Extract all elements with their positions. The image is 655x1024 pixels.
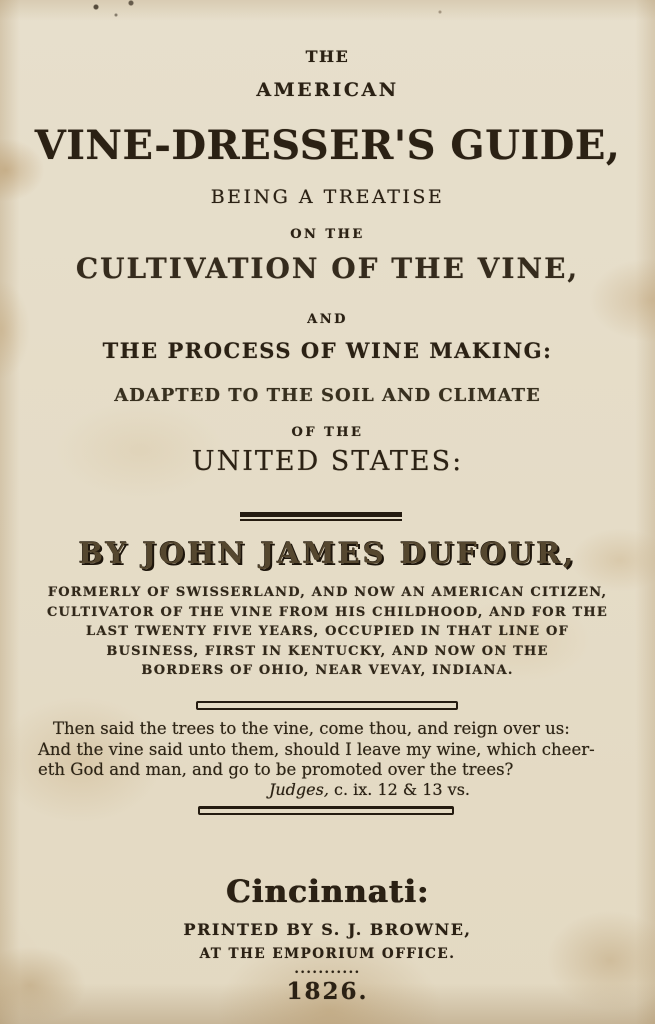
author-bio-line: CULTIVATOR OF THE VINE FROM HIS CHILDHOOD, AND FOR THE xyxy=(46,604,609,620)
epigraph-line: Then said the trees to the vine, come thou, and reign over us: xyxy=(53,719,570,738)
divider-thick-bar xyxy=(240,512,402,517)
author-bio-line: FORMERLY OF SWISSERLAND, AND NOW AN AMERICAN CITIZEN, xyxy=(47,585,608,600)
half-title: THE xyxy=(305,47,350,66)
divider-thin-line xyxy=(240,519,402,521)
author-bio-line: LAST TWENTY FIVE YEARS, OCCUPIED IN THAT LINE OF xyxy=(86,624,569,639)
divider-double-rule-lower xyxy=(198,806,454,815)
citation-reference: c. ix. 12 & 13 vs. xyxy=(334,780,470,799)
subtitle-of-the: OF THE xyxy=(291,425,364,440)
epigraph-line: And the vine said unto them, should I leave my wine, which cheer- xyxy=(38,739,595,759)
subtitle-process: THE PROCESS OF WINE MAKING: xyxy=(102,338,553,363)
divider-rule-top xyxy=(240,512,402,521)
author-bio-line: BORDERS OF OHIO, NEAR VEVAY, INDIANA. xyxy=(141,663,514,678)
subtitle-being: BEING A TREATISE xyxy=(210,186,445,208)
subtitle-adapted: ADAPTED TO THE SOIL AND CLIMATE xyxy=(114,385,541,406)
subtitle-united-states: UNITED STATES: xyxy=(191,446,464,477)
citation-source: Judges, xyxy=(268,780,329,799)
book-title: VINE-DRESSER'S GUIDE, xyxy=(34,122,621,169)
epigraph-line: eth God and man, and go to be promoted over the trees? xyxy=(38,760,514,779)
author-bio xyxy=(0,583,655,681)
imprint-city: Cincinnati: xyxy=(225,874,430,910)
subtitle-cultivation: CULTIVATION OF THE VINE, xyxy=(75,252,580,285)
imprint-year: 1826. xyxy=(286,978,369,1005)
epigraph-citation xyxy=(269,780,470,799)
epigraph-quote xyxy=(38,719,617,781)
imprint-printer: PRINTED BY S. J. BROWNE, xyxy=(183,920,472,939)
imprint-office: AT THE EMPORIUM OFFICE. xyxy=(199,946,456,962)
author-bio-line: BUSINESS, FIRST IN KENTUCKY, AND NOW ON THE xyxy=(106,643,549,659)
series-title: AMERICAN xyxy=(256,79,399,101)
subtitle-and: AND xyxy=(307,312,348,327)
author-byline: BY JOHN JAMES DUFOUR, xyxy=(78,536,577,570)
imprint-dotted-line: ........... xyxy=(294,962,361,977)
divider-double-rule-upper xyxy=(196,701,458,710)
subtitle-on-the: ON THE xyxy=(290,227,365,242)
